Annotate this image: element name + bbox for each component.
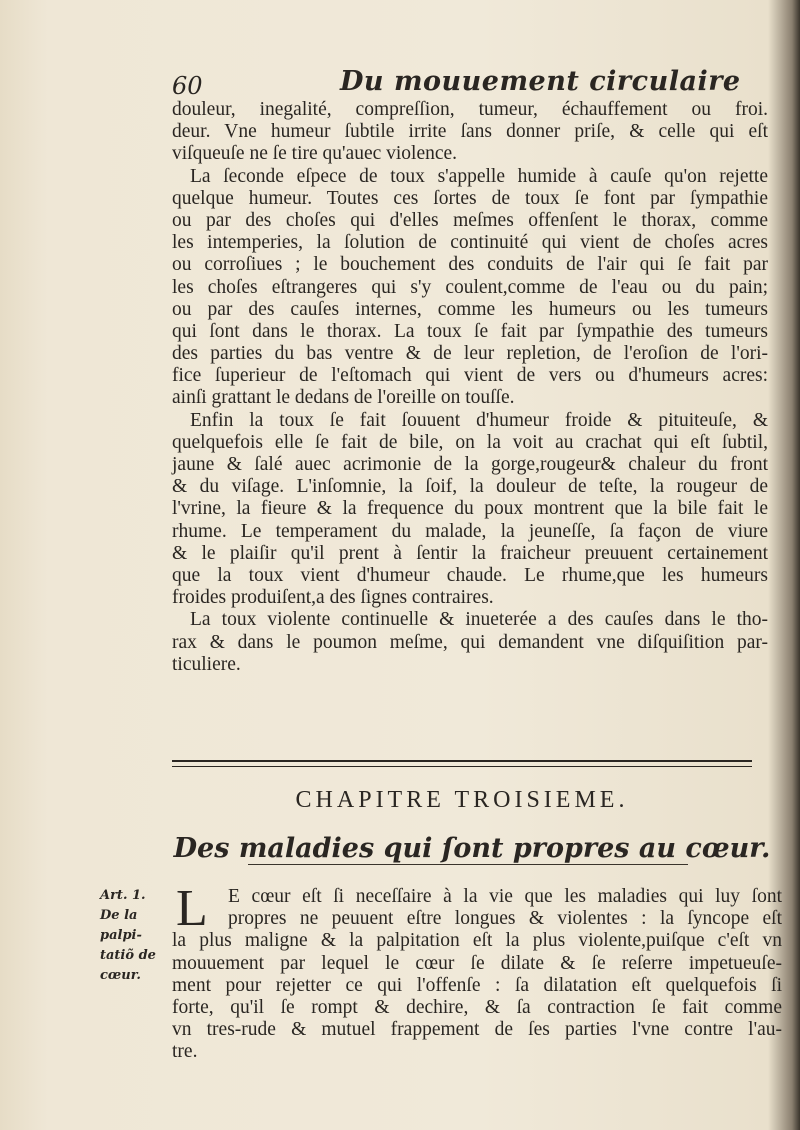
- drop-cap: L: [176, 880, 208, 937]
- chapter-heading: CHAPITRE TROISIEME.: [295, 787, 629, 813]
- section-divider: [172, 760, 752, 767]
- text-line: rhume. Le temperament du malade, la jeuneſſe, ſa façon de viure: [172, 520, 768, 542]
- text-line: ou corroſiues ; le bouchement des conduits de l'air qui ſe fait par: [172, 254, 768, 276]
- text-line: fice ſuperieur de l'eſtomach qui vient de vers ou d'humeurs acres:: [172, 365, 768, 387]
- text-line: propres ne peuuent eſtre longues & violentes : la ſyncope eſt: [228, 908, 782, 930]
- body-text: [172, 99, 768, 676]
- text-line: quelquefois elle ſe fait de bile, on la voit au crachat qui eſt ſubtil,: [172, 431, 768, 453]
- text-line: vn tres-rude & mutuel frappement de ſes parties l'vne contre l'au-: [172, 1019, 782, 1041]
- marginal-note-line: De la palpi-: [100, 908, 142, 943]
- text-line: & le plaiſir qu'il prent à ſentir la fraicheur preuuent certainement: [172, 542, 768, 564]
- marginal-note: [100, 886, 176, 986]
- text-line: rax & dans le poumon meſme, qui demandent vne diſquiſition par-: [172, 631, 768, 653]
- page-header: [172, 62, 782, 102]
- text-line: viſqueuſe ne ſe tire qu'auec violence.: [172, 143, 458, 165]
- text-line: La ſeconde eſpece de toux s'appelle humide à cauſe qu'on rejette: [190, 165, 768, 187]
- text-line: & du viſage. L'inſomnie, la ſoif, la douleur de teſte, la rougeur de: [172, 476, 768, 498]
- text-line: quelque humeur. Toutes ces ſortes de toux ſe font par ſympathie: [172, 187, 768, 209]
- marginal-note-line: tatiõ de cœur.: [100, 948, 156, 983]
- marginal-note-line: Art. 1.: [100, 888, 146, 903]
- text-line: ou par des cauſes internes, comme les humeurs ou les tumeurs: [172, 298, 768, 320]
- text-line: forte, qu'il ſe rompt & dechire, & ſa contraction ſe fait comme: [172, 996, 782, 1018]
- text-line: mouuement par lequel le cœur ſe dilate & ſe reſerre impetueuſe-: [172, 952, 782, 974]
- text-line: que la toux vient d'humeur chaude. Le rhume,que les humeurs: [172, 564, 768, 586]
- page-number: 60: [172, 72, 203, 100]
- text-line: ticuliere.: [172, 653, 241, 675]
- text-line: ainſi grattant le dedans de l'oreille on touſſe.: [172, 387, 515, 409]
- text-line: ment pour rejetter ce qui l'offenſe : ſa dilatation eſt quelquefois ſi: [172, 974, 782, 996]
- subtitle-underline: [248, 864, 688, 865]
- running-title: Du mouuement circulaire: [340, 66, 741, 97]
- text-line: douleur, inegalité, compreſſion, tumeur, échauffement ou froi.: [172, 99, 768, 120]
- text-line: l'vrine, la fieure & la frequence du poux montrent que la bile fait le: [172, 498, 768, 520]
- text-line: des parties du bas ventre & de leur repletion, de l'eroſion de l'ori-: [172, 343, 768, 365]
- text-line: E cœur eſt ſi neceſſaire à la vie que les maladies qui luy ſont: [228, 886, 782, 907]
- text-line: qui ſont dans le thorax. La toux ſe fait par ſympathie des tumeurs: [172, 320, 768, 342]
- chapter-subtitle: Des maladies qui ſont propres au cœur.: [173, 833, 771, 864]
- text-line: ou par des choſes qui d'elles meſmes offenſent le thorax, comme: [172, 209, 768, 231]
- text-line: deur. Vne humeur ſubtile irrite ſans donner priſe, & celle qui eſt: [172, 121, 768, 143]
- text-line: jaune & ſalé auec acrimonie de la gorge,rougeur& chaleur du front: [172, 454, 768, 475]
- text-line: la plus maligne & la palpitation eſt la plus violente,puiſque c'eſt vn: [172, 930, 782, 952]
- text-line: tre.: [172, 1041, 198, 1063]
- chapter-text: [172, 880, 782, 1064]
- text-line: les choſes eſtrangeres qui s'y coulent,comme de l'eau ou du pain;: [172, 276, 768, 298]
- text-line: La toux violente continuelle & inueterée a des cauſes dans le tho-: [190, 609, 768, 631]
- text-line: froides produiſent,a des ſignes contraires.: [172, 587, 494, 609]
- text-line: les intemperies, la ſolution de continuité qui vient de choſes acres: [172, 232, 768, 254]
- text-line: Enfin la toux ſe fait ſouuent d'humeur froide & pituiteuſe, &: [190, 409, 768, 431]
